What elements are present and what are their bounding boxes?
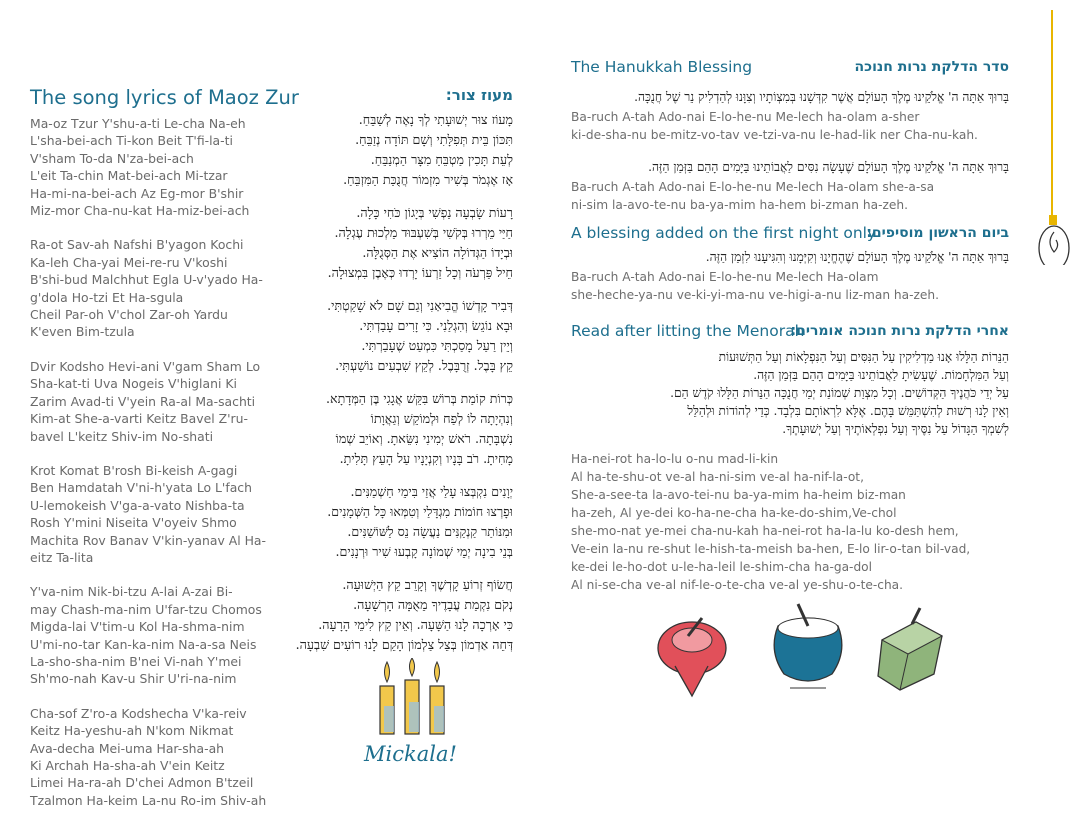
blessing3-translit xyxy=(571,268,1009,304)
blessing2-translit xyxy=(571,178,1009,214)
translit-line: V'sham To-da N'za-bei-ach xyxy=(30,150,194,166)
hanging-ornament-icon xyxy=(1030,10,1070,265)
translit-line: Limei Ha-ra-ah D'chei Admon B'tzeil xyxy=(30,775,254,791)
hanerot-hebrew-line: הַנֵּרוֹת הַלָּלוּ אָנוּ מַדְלִיקִין עַל הַנִּסִּים וְעַל הַנִּפְלָאוֹת וְעַל הַתְּשׁוּעוֹת xyxy=(718,350,1009,364)
hebrew-line: וּבְיָדוֹ הַגְּדוֹלָה הוֹצִיא אֶת הַסְּגֻלָּה. xyxy=(362,245,513,260)
hebrew-line: וְיֵין רַעַל מָסַכְתִּי כִּמְעַט שֶׁעָבַרְתִּי. xyxy=(361,338,513,353)
translit-line: Dvir Kodsho Hevi-ani V'gam Sham Lo xyxy=(30,358,261,374)
translit-line: bavel L'keitz Shiv-im No-shati xyxy=(30,428,214,444)
translit-song-column xyxy=(30,86,299,826)
hebrew-line: וּפָרְצוּ חוֹמוֹת מִגְדָּלַי וְטִמְּאוּ כָּל הַשְּׁמָנִים. xyxy=(327,504,513,519)
translit-line: Krot Komat B'rosh Bi-keish A-gagi xyxy=(30,462,238,478)
hanerot-translit-line: Al ni-se-cha ve-al nif-le-o-te-cha ve-al ye-shu-o-te-cha. xyxy=(571,578,904,592)
translit-line: Rosh Y'mini Niseita V'oyeiv Shmo xyxy=(30,515,237,531)
hanerot-translit-line: Ve-ein la-nu re-shut le-hish-ta-meish ba-hen, E-lo lir-o-tan bil-vad, xyxy=(571,542,971,556)
hebrew-line: תִּכּוֹן בֵּית תְּפִלָּתִי וְשָׁם תּוֹדָה נְזַבֵּחַ. xyxy=(355,132,513,147)
translit-line: Sh'mo-nah Kav-u Shir U'ri-na-nim xyxy=(30,671,237,687)
translit-line: may Chash-ma-nim U'far-tzu Chomos xyxy=(30,601,262,617)
translit-stanza xyxy=(30,705,275,809)
translit-line: L'sha-bei-ach Ti-kon Beit T'fi-la-ti xyxy=(30,133,233,149)
hebrew-stanza xyxy=(285,203,513,283)
translit-line: Cheil Par-oh V'chol Zar-oh Yardu xyxy=(30,307,228,323)
blessing1-translit xyxy=(571,108,1009,144)
first-night-header xyxy=(571,224,1009,246)
hebrew-line: מָחִיתָ. רֹב בָּנָיו וְקִנְיָנָיו עַל הָעֵץ תָּלִיתָ. xyxy=(339,451,513,466)
song-stanzas xyxy=(30,115,275,809)
hebrew-line: בְּנֵי בִינָה יְמֵי שְׁמוֹנָה קָבְעוּ שִׁיר וּרְנָנִים. xyxy=(335,544,513,559)
blessing-title-he: סדר הדלקת נרות חנוכה xyxy=(854,59,1009,75)
translit-line: U'mi-no-tar Kan-ka-nim Na-a-sa Neis xyxy=(30,636,257,652)
hanerot-translit-line: ha-zeh, Al ye-dei ko-ha-ne-cha ha-ke-do-shim,Ve-chol xyxy=(571,506,897,520)
translit-line: g'dola Ho-tzi Et Ha-sgula xyxy=(30,289,184,305)
hebrew-line: חֲשׂוֹף זְרוֹעַ קָדְשֶׁךָ וְקָרֵב קֵץ הַיְשׁוּעָה. xyxy=(342,577,513,592)
blessing2-hebrew: בָּרוּךְ אַתָּה ה' אֱלֹקֵינוּ מֶלֶךְ הָעוֹלָם שֶׁעָשָׂה נִסִּים לַאֲבוֹתֵינוּ בַּיָּמִים הָהֵם בַּזְּמַן הַזֶּה. xyxy=(648,160,1009,174)
hebrew-stanza xyxy=(285,482,513,562)
hebrew-line: נִשְׁבָּתָה. רֹאשׁ יְמִינִי נִשֵּׂאתָ. וְאוֹיֵב שְׁמוֹ xyxy=(335,431,513,446)
hanerot-translit-line: ke-dei le-ho-dot u-le-ha-leil le-shim-cha ha-ga-dol xyxy=(571,560,873,574)
blessing-translit-line: Ba-ruch A-tah Ado-nai E-lo-he-nu Me-lech ha-olam a-sher xyxy=(571,110,920,124)
hanerot-hebrew xyxy=(571,348,1009,438)
blessing-translit-line: Ba-ruch A-tah Ado-nai E-lo-he-nu Me-lech Ha-olam xyxy=(571,270,879,284)
translit-line: Miz-mor Cha-nu-kat Ha-miz-bei-ach xyxy=(30,203,250,219)
hebrew-line: קֵץ בָּבֶל. זְרֻבָּבֶל. לְקֵץ שִׁבְעִים נוֹשַׁעְתִּי. xyxy=(335,358,513,373)
translit-line: Zarim Avad-ti V'yein Ra-al Ma-sachti xyxy=(30,393,256,409)
translit-stanza xyxy=(30,583,275,687)
blessing-translit-line: Ba-ruch A-tah Ado-nai E-lo-he-nu Me-lech Ha-olam she-a-sa xyxy=(571,180,935,194)
translit-line: Y'va-nim Nik-bi-tzu A-lai A-zai Bi- xyxy=(30,584,233,600)
first-night-title-en: A blessing added on the first night only xyxy=(571,224,877,242)
hebrew-stanza xyxy=(285,389,513,469)
blessings-column xyxy=(571,58,1009,594)
translit-line: Machita Rov Banav V'kin-yanav Al Ha- xyxy=(30,532,266,548)
hebrew-song-title: מעוז צור: xyxy=(445,86,513,104)
hebrew-line: לְעֵת תָּכִין מַטְבֵּחַ מִצָּר הַמְנַבֵּחַ. xyxy=(370,152,513,167)
translit-line: B'shi-bud Malchhut Egla U-v'yado Ha- xyxy=(30,272,263,288)
hebrew-line: יְוָנִים נִקְבְּצוּ עָלַי אֲזַי בִּימֵי חַשְׁמַנִּים. xyxy=(350,484,513,499)
hebrew-line: דְּבִיר קָדְשׁוֹ הֱבִיאַנִי וְגַם שָׁם לֹא שָׁקַטְתִּי. xyxy=(327,298,513,313)
translit-line: Cha-sof Z'ro-a Kodshecha V'ka-reiv xyxy=(30,705,247,721)
blessing-translit-line: she-heche-ya-nu ve-ki-yi-ma-nu ve-higi-a-nu liz-man ha-zeh. xyxy=(571,288,940,302)
hebrew-stanzas xyxy=(285,110,513,655)
hebrew-line: מָעוֹז צוּר יְשׁוּעָתִי לְךָ נָאֶה לְשַׁבֵּחַ. xyxy=(358,112,513,127)
hebrew-line: דְּחֵה אַדְמוֹן בְּצֵל צַלְמוֹן הָקֵם לָנוּ רוֹעִים שִׁבְעָה. xyxy=(295,637,513,652)
hanerot-translit-line: She-a-see-ta la-avo-tei-nu ba-ya-mim ha-heim biz-man xyxy=(571,488,906,502)
candles-icon xyxy=(378,658,448,736)
translit-line: K'even Bim-tzula xyxy=(30,324,135,340)
translit-stanza xyxy=(30,462,275,566)
hebrew-line: וּבָא נוֹגֵשׂ וְהִגְלַנִי. כִּי זָרִים עָבַדְתִּי. xyxy=(359,318,513,333)
dreidels-icon xyxy=(650,596,950,711)
translit-line: Ha-mi-na-bei-ach Az Eg-mor B'shir xyxy=(30,185,244,201)
hebrew-line: חַיַּי מֵרְרוּ בְּקֹשִׁי בְּשִׁעְבּוּד מַלְכוּת עֶגְלָה. xyxy=(334,225,513,240)
hebrew-line: כִּי אָרְכָה לָנוּ הַשָּׁעָה. וְאֵין קֵץ לִימֵי הָרָעָה. xyxy=(318,617,513,632)
hanerot-hebrew-line: עַל יְדֵי כֹּהֲנֶיךָ הַקְּדוֹשִׁים. וְכָל מִצְוַת שְׁמוֹנַת יְמֵי חֲנֻכָּה הַנֵּרוֹת הַלָּלוּ קֹדֶשׁ הֵם. xyxy=(670,386,1009,400)
translit-line: Kim-at She-a-varti Keitz Bavel Z'ru- xyxy=(30,411,248,427)
hebrew-song-column xyxy=(285,86,513,668)
translit-line: Ma-oz Tzur Y'shu-a-ti Le-cha Na-eh xyxy=(30,116,246,131)
hanerot-translit-line: she-mo-nat ye-mei cha-nu-kah ha-nei-rot ha-la-lu ko-desh hem, xyxy=(571,524,959,538)
hebrew-line: וְנִהְיָתָה לוֹ לְפַח וּלְמוֹקֵשׁ וְגַאֲוָתוֹ xyxy=(370,411,513,426)
translit-line: Tzalmon Ha-keim La-nu Ro-im Shiv-ah xyxy=(30,792,267,808)
hebrew-line: חֵיל פַּרְעֹה וְכָל זַרְעוֹ יָרְדוּ כְּאֶבֶן בִּמְצוּלָה. xyxy=(327,265,513,280)
translit-line: La-sho-sha-nim B'nei Vi-nah Y'mei xyxy=(30,653,242,669)
hebrew-stanza xyxy=(285,110,513,190)
hebrew-stanza xyxy=(285,296,513,376)
blessing1-hebrew: בָּרוּךְ אַתָּה ה' אֱלֹקֵינוּ מֶלֶךְ הָעוֹלָם אֲשֶׁר קִדְּשָׁנוּ בְּמִצְוֹתָיו וְצִוָּנוּ לְהַדְלִיק נֵר שֶׁל חֲנֻכָּה. xyxy=(634,90,1009,104)
hebrew-line: רָעוֹת שָׂבְעָה נַפְשִׁי בְּיָגוֹן כֹּחִי כָּלָה. xyxy=(356,205,513,220)
hanerot-hebrew-line: וְעַל הַמִּלְחָמוֹת. שֶׁעָשִׂיתָ לַאֲבוֹתֵינוּ בַּיָּמִים הָהֵם בַּזְּמַן הַזֶּה. xyxy=(753,368,1009,382)
translit-line: eitz Ta-lita xyxy=(30,549,94,565)
translit-line: Ki Archah Ha-sha-ah V'ein Keitz xyxy=(30,758,225,773)
blessing3-hebrew: בָּרוּךְ אַתָּה ה' אֱלֹקֵינוּ מֶלֶךְ הָעוֹלָם שֶׁהֶחֱיָנוּ וְקִיְּמָנוּ וְהִגִּיעָנוּ לִזְמַן הַזֶּה. xyxy=(705,250,1009,264)
translit-stanza xyxy=(30,115,275,219)
translit-line: Ben Hamdatah V'ni-h'yata Lo L'fach xyxy=(30,480,252,496)
hebrew-line: כְּרוֹת קוֹמַת בְּרוֹשׁ בִּקֵּשׁ אֲגָגִי בֶּן הַמְּדָתָא. xyxy=(326,391,513,406)
after-lighting-title-en: Read after litting the Menorah xyxy=(571,322,805,340)
translit-stanza xyxy=(30,236,275,340)
translit-line: Ka-leh Cha-yai Mei-re-ru V'koshi xyxy=(30,254,228,270)
translit-line: Ava-decha Mei-uma Har-sha-ah xyxy=(30,740,225,756)
hebrew-line: נְקֹם נִקְמַת עֲבָדֶיךָ מֵאֻמָּה הָרְשָׁעָה. xyxy=(353,597,513,612)
translit-line: Sha-kat-ti Uva Nogeis V'higlani Ki xyxy=(30,376,237,392)
hanerot-translit xyxy=(571,450,1009,594)
translit-line: Keitz Ha-yeshu-ah N'kom Nikmat xyxy=(30,723,234,739)
translit-line: U-lemokeish V'ga-a-vato Nishba-ta xyxy=(30,497,245,513)
signature: Mickala! xyxy=(364,742,457,766)
blessing-translit-line: ni-sim la-avo-te-nu ba-ya-mim ha-hem bi-zman ha-zeh. xyxy=(571,198,908,212)
translit-line: L'eit Ta-chin Mat-bei-ach Mi-tzar xyxy=(30,168,228,184)
translit-line: Ra-ot Sav-ah Nafshi B'yagon Kochi xyxy=(30,237,244,253)
after-lighting-title-he: אחרי הדלקת נרות חנוכה אומרים: xyxy=(790,323,1009,339)
translit-line: Migda-lai V'tim-u Kol Ha-shma-nim xyxy=(30,619,245,635)
hanerot-hebrew-line: וְאֵין לָנוּ רְשׁוּת לְהִשְׁתַּמֵּשׁ בָּהֶם. אֶלָּא לִרְאוֹתָם בִּלְבָד. כְּדֵי לְהוֹדוֹת וּלְהַלֵּל xyxy=(687,404,1009,418)
translit-stanza xyxy=(30,358,275,445)
song-title: The song lyrics of Maoz Zur xyxy=(30,86,299,109)
hebrew-line: וּמִנּוֹתַר קַנְקַנִּים נַעֲשָׂה נֵס לַשּׁוֹשַׁנִּים. xyxy=(347,524,513,539)
blessing-title-en: The Hanukkah Blessing xyxy=(571,58,753,76)
hanerot-translit-line: Ha-nei-rot ha-lo-lu o-nu mad-li-kin xyxy=(571,452,779,466)
hanerot-hebrew-line: לְשִׁמְךָ הַגָּדוֹל עַל נִסֶּיךָ וְעַל נִפְלְאוֹתֶיךָ וְעַל יְשׁוּעָתֶךָ. xyxy=(782,422,1009,436)
blessing-header xyxy=(571,58,1009,80)
first-night-title-he: ביום הראשון מוסיפים: xyxy=(866,225,1009,241)
hebrew-line: אָז אֶגְמֹר בְּשִׁיר מִזְמוֹר חֲנֻכַּת הַמִּזְבֵּחַ. xyxy=(343,172,513,187)
after-lighting-header xyxy=(571,322,1009,344)
hebrew-stanza xyxy=(285,575,513,655)
hanerot-translit-line: Al ha-te-shu-ot ve-al ha-ni-sim ve-al ha-nif-la-ot, xyxy=(571,470,864,484)
blessing-translit-line: ki-de-sha-nu be-mitz-vo-tav ve-tzi-va-nu le-had-lik ner Cha-nu-kah. xyxy=(571,128,978,142)
